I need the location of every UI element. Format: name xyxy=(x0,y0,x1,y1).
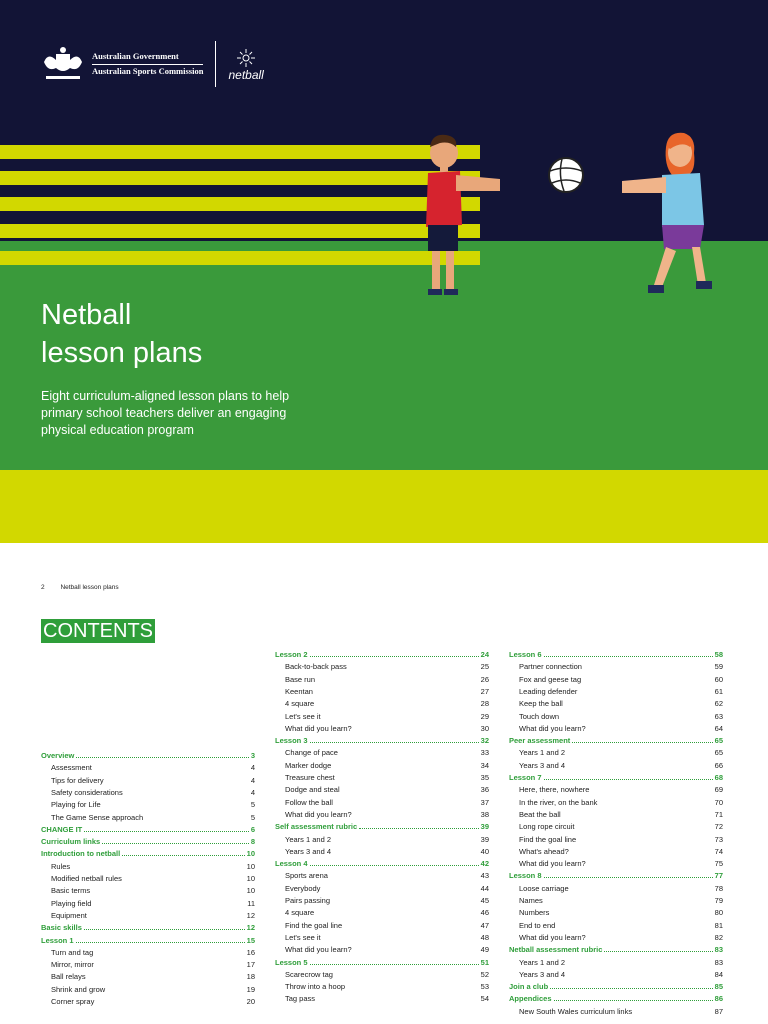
toc-section-entry[interactable] xyxy=(41,933,255,945)
toc-entry[interactable] xyxy=(519,782,723,794)
toc-section-entry[interactable] xyxy=(41,822,255,834)
toc-entry[interactable] xyxy=(285,758,489,770)
toc-entry[interactable] xyxy=(519,881,723,893)
toc-leader-dots xyxy=(76,942,245,943)
toc-page-number: 60 xyxy=(714,674,723,684)
toc-entry[interactable] xyxy=(285,782,489,794)
toc-page-number: 43 xyxy=(480,871,489,881)
toc-entry-title: Rules xyxy=(51,861,71,871)
toc-entry-title: Change of pace xyxy=(285,748,338,758)
toc-page-number: 86 xyxy=(714,994,723,1004)
toc-entry[interactable] xyxy=(285,991,489,1003)
toc-leader-dots xyxy=(310,865,479,866)
toc-entry[interactable] xyxy=(285,659,489,671)
toc-page-number: 58 xyxy=(714,650,723,659)
toc-page-number: 4 xyxy=(250,775,255,785)
toc-entry[interactable] xyxy=(285,844,489,856)
toc-page-number: 65 xyxy=(714,748,723,758)
toc-leader-dots xyxy=(544,877,713,878)
toc-entry[interactable] xyxy=(51,760,255,772)
toc-page-number: 10 xyxy=(246,849,255,859)
toc-entry-title: Appendices xyxy=(509,994,552,1004)
toc-entry-title: Playing for Life xyxy=(51,800,101,810)
toc-page-number: 85 xyxy=(714,982,723,992)
running-head-title: Netball lesson plans xyxy=(60,584,119,591)
toc-page-number: 74 xyxy=(714,846,723,856)
cover-subtitle: Eight curriculum-aligned lesson plans to help primary school teachers deliver an engaging physical education program xyxy=(41,389,290,437)
toc-entry-title: Overview xyxy=(41,751,75,760)
toc-leader-dots xyxy=(102,843,249,844)
toc-entry[interactable] xyxy=(519,856,723,868)
toc-entry-title: Netball assessment rubric xyxy=(509,945,603,955)
toc-entry-title: What did you learn? xyxy=(285,723,352,733)
toc-entry-title: Base run xyxy=(285,674,316,684)
toc-page-number: 33 xyxy=(480,748,489,758)
toc-page-number: 75 xyxy=(714,859,723,869)
toc-entry[interactable] xyxy=(519,709,723,721)
toc-page-number: 69 xyxy=(714,785,723,795)
toc-entry[interactable] xyxy=(519,893,723,905)
toc-entry-title: End to end xyxy=(519,920,556,930)
toc-entry-title: Tips for delivery xyxy=(51,775,104,785)
toc-entry-title: Fox and geese tag xyxy=(519,674,582,684)
page-number: 2 xyxy=(41,584,45,591)
toc-entry-title: Years 1 and 2 xyxy=(519,957,566,967)
toc-page-number: 64 xyxy=(714,723,723,733)
toc-entry[interactable] xyxy=(285,672,489,684)
toc-entry-title: Here, there, nowhere xyxy=(519,785,590,795)
toc-entry[interactable] xyxy=(285,745,489,757)
toc-page-number: 8 xyxy=(250,837,255,847)
toc-entry-title: Long rope circuit xyxy=(519,822,575,832)
toc-entry-title: What did you learn? xyxy=(519,723,586,733)
toc-entry-title: Let's see it xyxy=(285,932,321,942)
toc-entry[interactable] xyxy=(285,770,489,782)
toc-page-number: 27 xyxy=(480,686,489,696)
toc-section-entry[interactable] xyxy=(509,733,723,745)
toc-entry-title: Lesson 6 xyxy=(509,650,542,659)
toc-entry-title: What did you learn? xyxy=(519,859,586,869)
toc-entry[interactable] xyxy=(285,696,489,708)
toc-entry-title: Curriculum links xyxy=(41,837,101,847)
toc-leader-dots xyxy=(310,742,479,743)
toc-entry[interactable] xyxy=(519,758,723,770)
toc-entry[interactable] xyxy=(51,896,255,908)
toc-entry[interactable] xyxy=(285,967,489,979)
toc-page-number: 18 xyxy=(246,972,255,982)
toc-entry-title: Equipment xyxy=(51,910,87,920)
toc-entry[interactable] xyxy=(285,979,489,991)
toc-section-entry[interactable] xyxy=(41,846,255,858)
toc-page-number: 70 xyxy=(714,797,723,807)
toc-entry[interactable] xyxy=(285,905,489,917)
toc-entry[interactable] xyxy=(285,881,489,893)
toc-leader-dots xyxy=(554,1000,713,1001)
toc-page-number: 34 xyxy=(480,760,489,770)
toc-leader-dots xyxy=(359,828,479,829)
toc-section-entry[interactable] xyxy=(275,819,489,831)
toc-entry[interactable] xyxy=(51,908,255,920)
toc-entry[interactable] xyxy=(51,994,255,1006)
toc-entry-title: Introduction to netball xyxy=(41,849,121,859)
toc-entry-title: Lesson 8 xyxy=(509,871,542,881)
toc-page-number: 80 xyxy=(714,908,723,918)
toc-leader-dots xyxy=(84,831,249,832)
toc-page-number: 26 xyxy=(480,674,489,684)
toc-entry-title: Keep the ball xyxy=(519,699,563,709)
toc-page-number: 81 xyxy=(714,920,723,930)
toc-entry-title: Scarecrow tag xyxy=(285,969,333,979)
toc-leader-dots xyxy=(544,779,713,780)
toc-page-number: 37 xyxy=(480,797,489,807)
toc-entry-title: Marker dodge xyxy=(285,760,332,770)
toc-entry[interactable] xyxy=(51,883,255,895)
toc-entry[interactable] xyxy=(519,1004,723,1016)
toc-page-number: 10 xyxy=(246,874,255,883)
toc-page-number: 32 xyxy=(480,736,489,746)
children-passing-ball-illustration xyxy=(400,125,730,305)
toc-entry-title: Lesson 2 xyxy=(275,650,308,659)
toc-page-number: 84 xyxy=(714,969,723,979)
toc-entry-title: What did you learn? xyxy=(285,809,352,819)
toc-leader-dots xyxy=(310,964,479,965)
toc-page-number: 29 xyxy=(480,711,489,721)
boy-figure xyxy=(426,135,500,295)
toc-entry-title: Everybody xyxy=(285,883,321,893)
title-line1: Netball xyxy=(41,299,132,331)
toc-page-number: 16 xyxy=(246,947,255,957)
toc-page-number: 82 xyxy=(714,932,723,942)
logo-divider xyxy=(215,41,216,87)
toc-entry[interactable] xyxy=(519,918,723,930)
toc-page-number: 52 xyxy=(480,969,489,979)
toc-page-number: 54 xyxy=(480,994,489,1004)
toc-page-number: 4 xyxy=(250,787,255,797)
toc-page-number: 79 xyxy=(714,896,723,905)
toc-page-number: 61 xyxy=(714,686,723,696)
toc-entry-title: In the river, on the bank xyxy=(519,797,598,807)
toc-page-number: 30 xyxy=(480,723,489,733)
toc-page-number: 65 xyxy=(714,736,723,746)
toc-entry[interactable] xyxy=(519,955,723,967)
toc-entry-title: Find the goal line xyxy=(519,834,577,844)
toc-leader-dots xyxy=(84,929,245,930)
toc-entry-title: Partner connection xyxy=(519,662,582,672)
toc-page-number: 39 xyxy=(480,834,489,844)
toc-page-number: 6 xyxy=(250,824,255,834)
toc-page-number: 3 xyxy=(250,751,255,760)
toc-entry-title: Numbers xyxy=(519,908,550,918)
toc-entry-title: Pairs passing xyxy=(285,896,331,905)
toc-leader-dots xyxy=(76,757,248,758)
toc-entry[interactable] xyxy=(285,709,489,721)
toc-entry[interactable] xyxy=(51,797,255,809)
toc-entry[interactable] xyxy=(519,795,723,807)
toc-page-number: 47 xyxy=(480,920,489,930)
toc-page-number: 72 xyxy=(714,822,723,832)
netball-ball xyxy=(549,158,583,192)
toc-entry-title: What did you learn? xyxy=(285,945,352,955)
toc-entry[interactable] xyxy=(519,721,723,733)
toc-page-number: 11 xyxy=(247,898,255,908)
toc-leader-dots xyxy=(572,742,712,743)
toc-entry[interactable] xyxy=(285,832,489,844)
toc-page-number: 5 xyxy=(250,800,255,810)
toc-entry-title: Shrink and grow xyxy=(51,984,106,994)
toc-entry[interactable] xyxy=(285,918,489,930)
toc-page-number: 15 xyxy=(246,935,255,945)
toc-entry-title: Lesson 5 xyxy=(275,957,308,967)
toc-section-entry[interactable] xyxy=(275,733,489,745)
toc-page-number: 35 xyxy=(480,773,489,782)
toc-page-number: 53 xyxy=(480,982,489,992)
toc-section-entry[interactable] xyxy=(41,748,255,760)
toc-page-number: 5 xyxy=(250,812,255,822)
toc-entry-title: Touch down xyxy=(519,711,560,721)
logo-bar xyxy=(40,40,264,88)
toc-entry-title: Ball relays xyxy=(51,972,86,982)
toc-entry-title: Self assessment rubric xyxy=(275,822,358,832)
toc-page-number: 83 xyxy=(714,945,723,955)
toc-entry-title: Turn and tag xyxy=(51,947,94,957)
toc-section-entry[interactable] xyxy=(41,920,255,932)
toc-entry-title: Leading defender xyxy=(519,686,578,696)
toc-section-entry[interactable] xyxy=(275,955,489,967)
toc-page-number: 24 xyxy=(480,650,489,659)
toc-entry-title: Lesson 1 xyxy=(41,935,74,945)
toc-entry[interactable] xyxy=(51,871,255,883)
toc-page-number: 20 xyxy=(246,997,255,1006)
toc-entry[interactable] xyxy=(519,672,723,684)
toc-page-number: 4 xyxy=(250,763,255,773)
toc-page-number: 40 xyxy=(480,846,489,856)
toc-section-entry[interactable] xyxy=(509,770,723,782)
toc-entry[interactable] xyxy=(285,795,489,807)
toc-entry[interactable] xyxy=(285,684,489,696)
toc-section-entry[interactable] xyxy=(275,856,489,868)
toc-entry-title: 4 square xyxy=(285,699,315,709)
toc-section-entry[interactable] xyxy=(275,647,489,659)
toc-page-number: 17 xyxy=(246,960,255,970)
toc-section-entry[interactable] xyxy=(509,942,723,954)
contents-heading: CONTENTS xyxy=(43,620,153,642)
toc-page-number: 49 xyxy=(480,945,489,955)
toc-entry-title: CHANGE IT xyxy=(41,824,83,834)
toc-entry-title: Lesson 3 xyxy=(275,736,308,746)
toc-entry-title: Years 3 and 4 xyxy=(519,760,566,770)
toc-page-number: 38 xyxy=(480,809,489,819)
toc-entry[interactable] xyxy=(51,945,255,957)
toc-entry[interactable] xyxy=(51,859,255,871)
toc-entry[interactable] xyxy=(519,967,723,979)
toc-page-number: 77 xyxy=(714,871,723,881)
toc-entry[interactable] xyxy=(285,721,489,733)
toc-page-number: 19 xyxy=(246,984,255,994)
toc-page-number: 78 xyxy=(714,883,723,893)
toc-entry[interactable] xyxy=(519,930,723,942)
toc-entry-title: Find the goal line xyxy=(285,920,343,930)
toc-entry-title: Beat the ball xyxy=(519,809,561,819)
toc-section-entry[interactable] xyxy=(509,868,723,880)
toc-page-number: 36 xyxy=(480,785,489,795)
toc-page-number: 73 xyxy=(714,834,723,844)
toc-entry-title: Peer assessment xyxy=(509,736,571,746)
toc-entry[interactable] xyxy=(51,982,255,994)
toc-entry-title: Assessment xyxy=(51,763,92,773)
toc-entry[interactable] xyxy=(285,893,489,905)
toc-page-number: 87 xyxy=(714,1006,723,1016)
toc-entry[interactable] xyxy=(519,905,723,917)
toc-section-entry[interactable] xyxy=(509,979,723,991)
toc-entry-title: Playing field xyxy=(51,898,92,908)
toc-entry[interactable] xyxy=(519,844,723,856)
cover-title xyxy=(41,296,202,372)
running-header xyxy=(41,584,119,591)
toc-entry[interactable] xyxy=(51,810,255,822)
toc-entry-title: Years 1 and 2 xyxy=(285,834,332,844)
toc-entry-title: Keentan xyxy=(285,686,313,696)
toc-entry-title: Modified netball rules xyxy=(51,874,122,883)
toc-page-number: 63 xyxy=(714,711,723,721)
toc-entry-title: Years 3 and 4 xyxy=(285,846,332,856)
toc-entry-title: Corner spray xyxy=(51,997,95,1006)
toc-page-number: 10 xyxy=(246,886,255,896)
toc-page-number: 44 xyxy=(480,883,489,893)
toc-entry[interactable] xyxy=(519,807,723,819)
toc-entry[interactable] xyxy=(51,773,255,785)
toc-entry-title: Basic skills xyxy=(41,923,82,933)
toc-entry-title: Treasure chest xyxy=(285,773,335,782)
title-line2: lesson plans xyxy=(41,337,203,369)
toc-entry-title: Years 1 and 2 xyxy=(519,748,566,758)
toc-entry[interactable] xyxy=(519,696,723,708)
toc-entry-title: Basic terms xyxy=(51,886,91,896)
toc-entry-title: Lesson 4 xyxy=(275,859,308,869)
toc-section-entry[interactable] xyxy=(509,991,723,1003)
toc-page-number: 66 xyxy=(714,760,723,770)
toc-entry[interactable] xyxy=(51,785,255,797)
gov-line2: Australian Sports Commission xyxy=(92,66,204,76)
toc-page-number: 25 xyxy=(480,662,489,672)
toc-entry[interactable] xyxy=(51,969,255,981)
toc-page-number: 12 xyxy=(246,910,255,920)
toc-page-number: 59 xyxy=(714,662,723,672)
toc-entry[interactable] xyxy=(519,832,723,844)
toc-entry-title: Dodge and steal xyxy=(285,785,340,795)
toc-entry[interactable] xyxy=(285,942,489,954)
toc-page-number: 83 xyxy=(714,957,723,967)
toc-page-number: 39 xyxy=(480,822,489,832)
toc-entry-title: Years 3 and 4 xyxy=(519,969,566,979)
toc-entry[interactable] xyxy=(519,659,723,671)
toc-entry-title: 4 square xyxy=(285,908,315,918)
netball-star-icon xyxy=(237,49,255,67)
toc-entry-title: Throw into a hoop xyxy=(285,982,346,992)
toc-page-number: 42 xyxy=(480,859,489,869)
toc-page-number: 28 xyxy=(480,699,489,709)
netball-logo xyxy=(228,49,263,80)
toc-page-number: 68 xyxy=(714,773,723,782)
toc-page-number: 46 xyxy=(480,908,489,918)
gov-line1: Australian Government xyxy=(92,50,203,65)
toc-page-number: 10 xyxy=(246,861,255,871)
toc-entry-title: Names xyxy=(519,896,543,905)
toc-page-number: 48 xyxy=(480,932,489,942)
toc-entry-title: The Game Sense approach xyxy=(51,812,144,822)
toc-entry-title: New South Wales curriculum links xyxy=(519,1006,633,1016)
toc-entry-title: Mirror, mirror xyxy=(51,960,94,970)
toc-entry-title: Back-to-back pass xyxy=(285,662,347,672)
lime-band xyxy=(0,470,768,543)
toc-entry[interactable] xyxy=(519,819,723,831)
toc-entry[interactable] xyxy=(51,957,255,969)
toc-page-number: 62 xyxy=(714,699,723,709)
toc-entry-title: What did you learn? xyxy=(519,932,586,942)
toc-entry-title: Safety considerations xyxy=(51,787,123,797)
toc-entry[interactable] xyxy=(519,745,723,757)
toc-entry-title: Join a club xyxy=(509,982,549,992)
toc-leader-dots xyxy=(604,951,712,952)
toc-leader-dots xyxy=(550,988,712,989)
toc-entry-title: What's ahead? xyxy=(519,846,569,856)
toc-page-number: 51 xyxy=(480,957,489,967)
netball-wordmark: netball xyxy=(228,67,264,82)
toc-leader-dots xyxy=(122,855,244,856)
toc-leader-dots xyxy=(544,656,713,657)
toc-entry[interactable] xyxy=(285,930,489,942)
girl-figure xyxy=(622,133,712,293)
toc-entry-title: Tag pass xyxy=(285,994,316,1004)
toc-entry[interactable] xyxy=(285,807,489,819)
government-text xyxy=(92,50,203,78)
toc-entry[interactable] xyxy=(285,868,489,880)
coat-of-arms-icon xyxy=(40,44,86,84)
toc-leader-dots xyxy=(310,656,479,657)
toc-entry-title: Loose carriage xyxy=(519,883,569,893)
toc-page-number: 45 xyxy=(480,896,489,905)
toc-section-entry[interactable] xyxy=(509,647,723,659)
toc-page-number: 12 xyxy=(246,923,255,933)
toc-entry-title: Follow the ball xyxy=(285,797,333,807)
toc-entry-title: Sports arena xyxy=(285,871,328,881)
toc-page-number: 71 xyxy=(714,809,723,819)
toc-entry-title: Lesson 7 xyxy=(509,773,542,782)
toc-section-entry[interactable] xyxy=(41,834,255,846)
toc-entry[interactable] xyxy=(519,684,723,696)
toc-entry-title: Let's see it xyxy=(285,711,321,721)
